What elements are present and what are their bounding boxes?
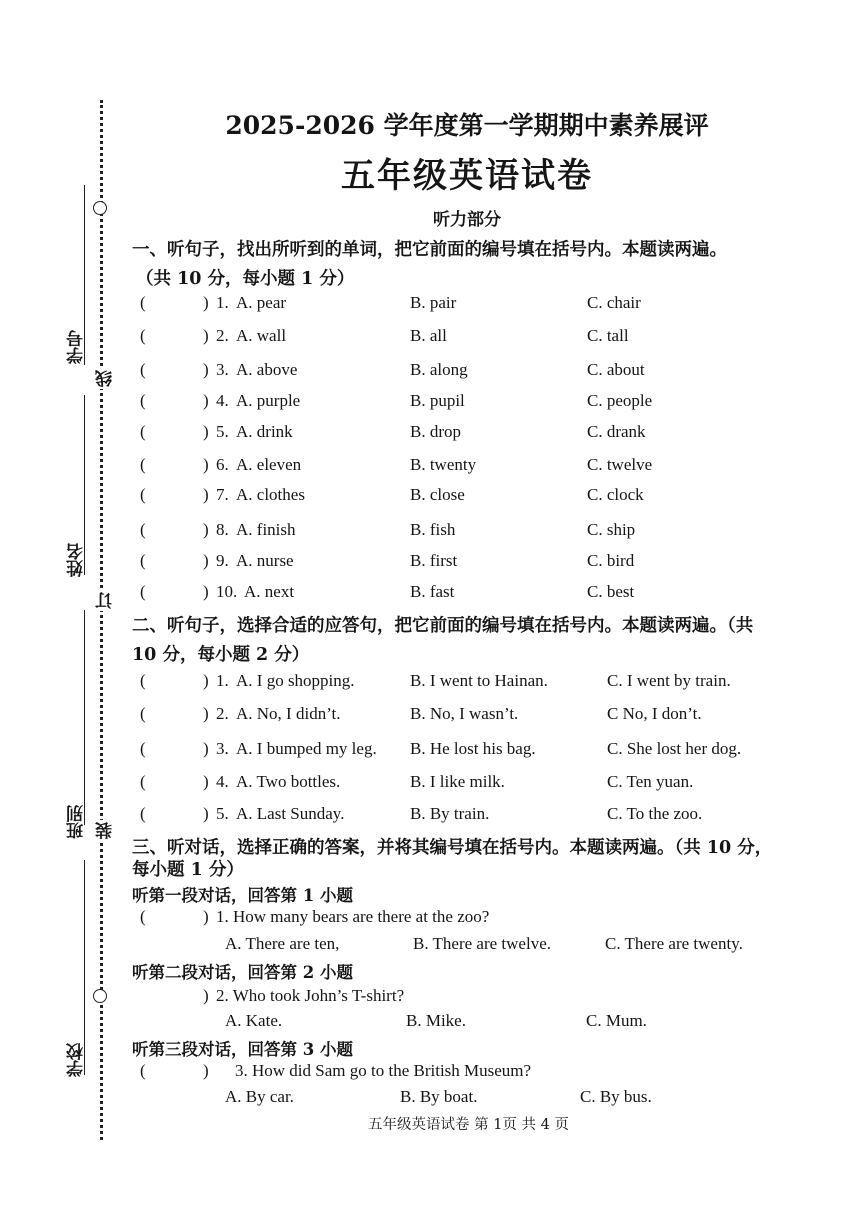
section-1-q3-option-c: C. about xyxy=(587,360,645,379)
section-2-q3-option-b: B. He lost his bag. xyxy=(410,739,536,758)
section-1-heading: 一、听句子，找出所听到的单词，把它前面的编号填在括号内。本题读两遍。 xyxy=(132,240,727,260)
dialog-2-question: 2. Who took John’s T-shirt? xyxy=(216,986,405,1005)
section-2-q3-number: 3. xyxy=(216,739,229,758)
section-1-q5-open-paren: ( xyxy=(140,422,146,441)
section-1-q8-option-c: C. ship xyxy=(587,520,636,539)
section-1-q8-option-b: B. fish xyxy=(410,520,456,539)
section-1-q10-option-b: B. fast xyxy=(410,582,455,601)
section-1-q3-number: 3. xyxy=(216,360,229,379)
section-1-q3-open-paren: ( xyxy=(140,360,146,379)
section-1-q2-option-b: B. all xyxy=(410,326,447,345)
section-1-q3-option-a: A. above xyxy=(236,360,298,379)
label-student-id: 学号 xyxy=(67,330,87,364)
section-1-q1-option-a: A. pear xyxy=(236,293,287,312)
section-1-q5-option-b: B. drop xyxy=(410,422,461,441)
section-1-q6-close-paren: ) xyxy=(203,455,209,474)
binding-mark-staple: 订 xyxy=(93,590,118,611)
section-3-score: 每小题 1 分） xyxy=(132,860,244,880)
section-1-q1-close-paren: ) xyxy=(203,293,209,312)
section-2-q5-option-a: A. Last Sunday. xyxy=(236,804,345,823)
section-1-q7-option-a: A. clothes xyxy=(236,485,305,504)
dialog-3-option-b: B. By boat. xyxy=(400,1087,478,1106)
section-2-q3-close-paren: ) xyxy=(203,739,209,758)
section-1-q10-option-c: C. best xyxy=(587,582,635,601)
section-2-q3-option-a: A. I bumped my leg. xyxy=(236,739,377,758)
section-1-q1-option-c: C. chair xyxy=(587,293,641,312)
section-1-q4-option-c: C. people xyxy=(587,391,653,410)
section-2-q3-open-paren: ( xyxy=(140,739,146,758)
section-2-q1-option-a: A. I go shopping. xyxy=(236,671,355,690)
section-2-q5-open-paren: ( xyxy=(140,804,146,823)
dialog-2-close-paren: ) xyxy=(203,986,209,1005)
section-1-q4-option-a: A. purple xyxy=(236,391,301,410)
section-1-q9-option-a: A. nurse xyxy=(236,551,294,570)
page-footer: 五年级英语试卷 第 1页 共 4 页 xyxy=(368,1117,569,1133)
dialog-1-intro: 听第一段对话，回答第 1 小题 xyxy=(132,886,353,905)
section-2-q3-option-c: C. She lost her dog. xyxy=(607,739,742,758)
section-1-q9-option-c: C. bird xyxy=(587,551,635,570)
section-1-q8-option-a: A. finish xyxy=(236,520,296,539)
dialog-2-intro: 听第二段对话，回答第 2 小题 xyxy=(132,963,353,982)
section-1-q10-close-paren: ) xyxy=(203,582,209,601)
dialog-2-option-b: B. Mike. xyxy=(406,1011,466,1030)
section-2-q2-option-b: B. No, I wasn’t. xyxy=(410,704,519,723)
section-1-q8-open-paren: ( xyxy=(140,520,146,539)
section-2-q2-open-paren: ( xyxy=(140,704,146,723)
section-2-q4-option-b: B. I like milk. xyxy=(410,772,505,791)
label-class: 班别 xyxy=(67,805,87,839)
dialog-2-option-c: C. Mum. xyxy=(586,1011,647,1030)
section-2-q4-option-a: A. Two bottles. xyxy=(236,772,341,791)
dialog-1-open-paren: ( xyxy=(140,907,146,926)
binding-mark-line: 线 xyxy=(93,368,118,389)
label-school: 学校 xyxy=(67,1043,87,1077)
section-2-heading: 二、听句子，选择合适的应答句，把它前面的编号填在括号内。本题读两遍。（共 xyxy=(132,616,754,636)
section-listening-title: 听力部分 xyxy=(433,210,501,230)
section-2-q5-option-c: C. To the zoo. xyxy=(607,804,703,823)
section-1-q9-close-paren: ) xyxy=(203,551,209,570)
label-line-class xyxy=(84,610,85,825)
section-1-q9-open-paren: ( xyxy=(140,551,146,570)
section-2-q5-close-paren: ) xyxy=(203,804,209,823)
section-1-q2-number: 2. xyxy=(216,326,229,345)
section-1-q2-open-paren: ( xyxy=(140,326,146,345)
section-2-q5-option-b: B. By train. xyxy=(410,804,490,823)
section-1-q6-open-paren: ( xyxy=(140,455,146,474)
section-2-q2-number: 2. xyxy=(216,704,229,723)
section-1-q5-option-a: A. drink xyxy=(236,422,293,441)
binding-hole-bottom xyxy=(93,989,107,1003)
dialog-3-close-paren: ) xyxy=(203,1061,209,1080)
section-2-q4-close-paren: ) xyxy=(203,772,209,791)
section-1-q7-close-paren: ) xyxy=(203,485,209,504)
section-1-q4-option-b: B. pupil xyxy=(410,391,465,410)
section-2-q4-option-c: C. Ten yuan. xyxy=(607,772,694,791)
dotted-cut-line xyxy=(100,100,103,1140)
section-2-q2-option-a: A. No, I didn’t. xyxy=(236,704,341,723)
section-1-q7-number: 7. xyxy=(216,485,229,504)
section-1-q10-option-a: A. next xyxy=(244,582,295,601)
section-1-q4-close-paren: ) xyxy=(203,391,209,410)
section-1-q4-number: 4. xyxy=(216,391,229,410)
section-3-heading: 三、听对话，选择正确的答案，并将其编号填在括号内。本题读两遍。（共 10 分， xyxy=(132,838,773,858)
section-1-q1-number: 1. xyxy=(216,293,229,312)
section-2-q4-number: 4. xyxy=(216,772,229,791)
section-1-q6-number: 6. xyxy=(216,455,229,474)
section-1-q3-option-b: B. along xyxy=(410,360,468,379)
dialog-3-option-c: C. By bus. xyxy=(580,1087,652,1106)
section-1-q2-close-paren: ) xyxy=(203,326,209,345)
section-1-q6-option-a: A. eleven xyxy=(236,455,302,474)
section-1-q7-option-c: C. clock xyxy=(587,485,644,504)
section-1-q6-option-b: B. twenty xyxy=(410,455,477,474)
dialog-3-question: 3. How did Sam go to the British Museum? xyxy=(235,1061,532,1080)
section-2-q1-open-paren: ( xyxy=(140,671,146,690)
section-2-q5-number: 5. xyxy=(216,804,229,823)
section-1-q9-option-b: B. first xyxy=(410,551,458,570)
exam-term-title: 2025-2026 学年度第一学期期中素养展评 xyxy=(225,111,709,140)
dialog-1-option-b: B. There are twelve. xyxy=(413,934,551,953)
section-1-score: （共 10 分，每小题 1 分） xyxy=(136,269,355,289)
section-1-q5-close-paren: ) xyxy=(203,422,209,441)
section-2-q1-number: 1. xyxy=(216,671,229,690)
section-2-q2-close-paren: ) xyxy=(203,704,209,723)
section-1-q8-number: 8. xyxy=(216,520,229,539)
dialog-3-option-a: A. By car. xyxy=(225,1087,294,1106)
section-1-q2-option-c: C. tall xyxy=(587,326,629,345)
dialog-3-open-paren: ( xyxy=(140,1061,146,1080)
dialog-1-question: 1. How many bears are there at the zoo? xyxy=(216,907,490,926)
dialog-1-option-c: C. There are twenty. xyxy=(605,934,743,953)
section-2-score: 10 分，每小题 2 分） xyxy=(132,645,310,665)
section-2-q1-close-paren: ) xyxy=(203,671,209,690)
section-1-q6-option-c: C. twelve xyxy=(587,455,653,474)
section-2-q2-option-c: C No, I don’t. xyxy=(607,704,702,723)
binding-mark-bind: 装 xyxy=(93,820,118,841)
section-1-q4-open-paren: ( xyxy=(140,391,146,410)
dialog-1-option-a: A. There are ten, xyxy=(225,934,340,953)
label-name: 姓名 xyxy=(67,543,87,577)
section-1-q7-open-paren: ( xyxy=(140,485,146,504)
section-1-q1-option-b: B. pair xyxy=(410,293,457,312)
dialog-3-intro: 听第三段对话，回答第 3 小题 xyxy=(132,1040,353,1059)
section-2-q4-open-paren: ( xyxy=(140,772,146,791)
dialog-2-option-a: A. Kate. xyxy=(225,1011,283,1030)
section-1-q3-close-paren: ) xyxy=(203,360,209,379)
dialog-1-close-paren: ) xyxy=(203,907,209,926)
section-1-q9-number: 9. xyxy=(216,551,229,570)
section-1-q1-open-paren: ( xyxy=(140,293,146,312)
section-1-q8-close-paren: ) xyxy=(203,520,209,539)
section-1-q7-option-b: B. close xyxy=(410,485,465,504)
section-1-q5-option-c: C. drank xyxy=(587,422,646,441)
section-1-q2-option-a: A. wall xyxy=(236,326,287,345)
section-1-q5-number: 5. xyxy=(216,422,229,441)
section-1-q10-open-paren: ( xyxy=(140,582,146,601)
section-1-q10-number: 10. xyxy=(216,582,238,601)
exam-title: 五年级英语试卷 xyxy=(341,156,593,196)
section-2-q1-option-c: C. I went by train. xyxy=(607,671,731,690)
section-2-q1-option-b: B. I went to Hainan. xyxy=(410,671,548,690)
